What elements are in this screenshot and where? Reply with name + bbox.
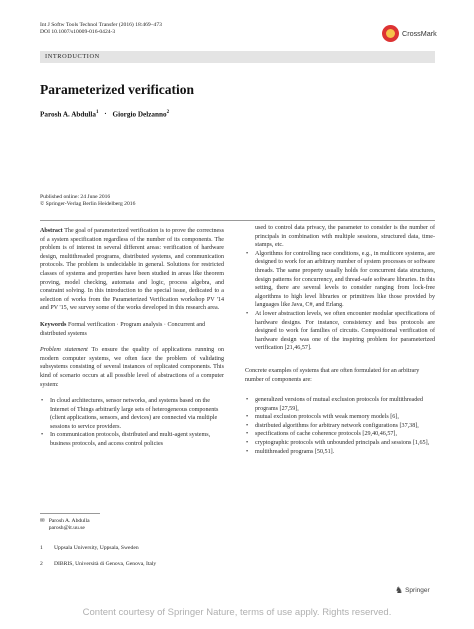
journal-citation: Int J Softw Tools Technol Transfer (2016) 18:469–473 <box>40 22 162 28</box>
corresponding-author <box>40 518 230 532</box>
right-continuation: used to control data privacy, the parameter to consider is the number of principals in combination with multiple sessions, structured data, time-stamps, etc. <box>255 225 435 249</box>
problem-statement-heading: Problem statement <box>40 347 88 354</box>
abstract-text: The goal of parameterized verification is to prove the correctness of a system specification regardless of the number of its components. The problem is of interest in several different areas: verification of hardware design, multithreaded programs, distributed systems, and communication protocols. The problem is undecidable in general. Solutions for restricted classes of systems and properties have been studied in areas like theorem proving, model checking, automata and logic, process algebra, and constraint solving. In this introduction to the special issue, dedicated to a selection of works from the Parameterized Verification workshop PV '14 and PV '15, we survey some of the works developed in this research area. <box>40 228 224 312</box>
concrete-intro: Concrete examples of systems that are often formulated for an arbitrary number of components are: <box>245 367 420 383</box>
crossmark-label: CrossMark <box>402 29 437 38</box>
examples-list <box>245 396 435 456</box>
list-item: • In cloud architectures, sensor networks, and systems based on the Internet of Things arbitrarily large sets of heterogeneous components (client applications, sensors, and devices) are connected via multiple sessions to service providers. <box>41 398 219 430</box>
author-2-affiliation: 2 <box>166 110 170 115</box>
springer-logo <box>395 585 430 596</box>
affiliation-2 <box>40 561 230 568</box>
left-bullet-list <box>40 397 224 449</box>
footnote-rule <box>40 513 100 514</box>
problem-statement <box>40 346 224 389</box>
abstract-heading: Abstract <box>40 228 63 234</box>
keywords-text: Formal verification · Program analysis · Concurrent and distributed systems <box>40 321 206 337</box>
list-item: • At lower abstraction levels, we often encounter modular specifications of hardware designs. For instance, consistency and bus protocols are designed to work for families of circuits. Compositional verification of hardware design was one of the inspiring problem for parameterized verification [21,46,57]. <box>246 310 435 352</box>
envelope-icon: ✉ <box>40 518 45 524</box>
author-1-affiliation: 1 <box>96 110 99 115</box>
list-item: • generalized versions of mutual exclusion protocols for multithreaded programs [27,59], <box>246 397 424 412</box>
abstract <box>40 227 224 313</box>
article-title: Parameterized verification <box>40 82 195 97</box>
list-item: • specifications of cache coherence protocols [29,40,46,57], <box>246 431 397 438</box>
divider <box>40 220 435 221</box>
author-separator: · <box>104 110 107 119</box>
problem-statement-text: To ensure the quality of applications running on modern computer systems, we often face the problem of validating subsystems consisting of several instances of replicated components. This kind of scenario occurs at all possible level of abstractions of a computer system: <box>40 347 224 388</box>
crossmark-badge[interactable] <box>382 25 437 42</box>
keywords <box>40 321 224 338</box>
affiliation-1 <box>40 545 230 552</box>
journal-doi[interactable]: DOI 10.1007/s10009-016-0424-3 <box>40 29 116 36</box>
list-item: • In communication protocols, distributed and multi-agent systems, business protocols, and access control policies <box>41 432 211 448</box>
author-2[interactable]: Giorgio Delzanno <box>112 110 167 119</box>
corresponding-name: Parosh A. Abdulla <box>48 518 90 524</box>
crossmark-icon <box>382 25 399 42</box>
list-item: • mutual exclusion protocols with weak memory models [6], <box>246 414 399 421</box>
springer-label: Springer <box>405 587 430 594</box>
courtesy-watermark: Content courtesy of Springer Nature, terms of use apply. Rights reserved. <box>82 607 392 618</box>
left-column <box>40 227 224 449</box>
keywords-heading: Keywords <box>40 321 67 328</box>
journal-header <box>40 22 300 36</box>
published-date: Published online: 24 June 2016 <box>40 194 111 200</box>
affiliation-1-text: Uppsala University, Uppsala, Sweden <box>54 545 139 551</box>
right-column <box>245 224 435 456</box>
publication-info <box>40 194 135 208</box>
list-item: • cryptographic protocols with unbounded principals and sessions [1,65], <box>246 440 430 447</box>
affiliation-1-number: 1 <box>40 545 43 551</box>
corresponding-email[interactable]: parosh@it.uu.se <box>48 525 85 532</box>
list-item: • Algorithms for controlling race conditions, e.g., in multicore systems, are designed to work for an arbitrary number of system processes or software threads. The same property usually holds for concurrent data structures, design patterns for concurrency, and thread-safe software libraries. In this setting, there are several levels to consider ranging from lock-free algorithms to high level libraries or primitives like those provided by languages like Java, C#, and Erlang. <box>246 250 435 309</box>
springer-horse-icon: ♞ <box>395 585 404 595</box>
author-line <box>40 110 169 118</box>
right-bullet-list <box>245 250 435 353</box>
author-1[interactable]: Parosh A. Abdulla <box>40 110 96 119</box>
affiliation-2-text: DIBRIS, Università di Genova, Genova, Italy <box>54 561 157 567</box>
section-label: INTRODUCTION <box>45 53 100 60</box>
list-item: • multithreaded programs [50,51]. <box>246 448 335 455</box>
list-item: • distributed algorithms for arbitrary network configurations [37,38], <box>246 422 419 429</box>
affiliation-2-number: 2 <box>40 561 43 567</box>
copyright: © Springer-Verlag Berlin Heidelberg 2016 <box>40 201 136 208</box>
